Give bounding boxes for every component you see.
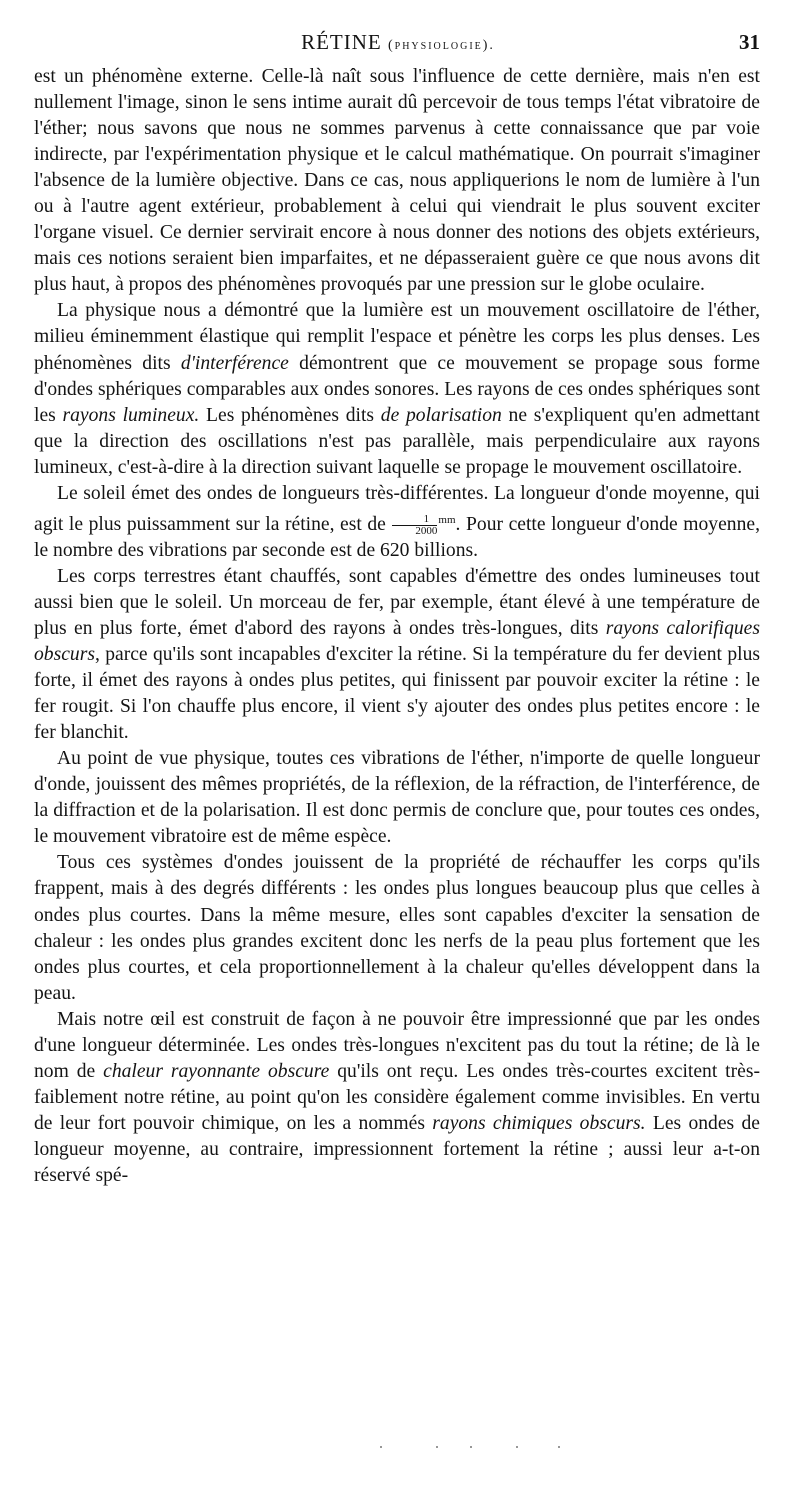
italic-term: chaleur rayonnante obscure	[103, 1060, 330, 1082]
text-run: démontrent que ce mouvement se propage sous forme d'ondes sphériques comparables aux ondes sonores. Les rayons de ces ondes sphériques sont les	[34, 352, 760, 426]
text-run: . Pour cette longueur d'onde moyenne, le nombre des vibrations par seconde est de 620 billions.	[34, 513, 760, 561]
fraction	[392, 514, 437, 537]
italic-term: rayons chimiques obscurs.	[432, 1112, 646, 1134]
text-run: ne s'expliquent qu'en admettant que la direction des oscillations n'est pas parallèle, mais perpendiculaire aux rayons lumineux, c'est-à-dire à la direction suivant laquelle se propage le mouvement oscillatoire.	[34, 404, 760, 478]
running-title	[34, 30, 762, 55]
text-run: , parce qu'ils sont incapables d'exciter la rétine. Si la température du fer devient plus forte, il émet des rayons à ondes plus petites, qui finissent par pouvoir exciter la rétine : le fer rougit. Si l'on chauffe plus encore, il vient s'y ajouter des ondes plus petites encore : le fer blanchit.	[34, 644, 760, 744]
paragraph-5: Au point de vue physique, toutes ces vibrations de l'éther, n'importe de quelle longueur d'onde, jouissent des mêmes propriétés, de la réflexion, de la réfraction, de l'interférence, de la diffraction et de la polarisation. Il est donc permis de conclure que, pour toutes ces ondes, le mouvement vibratoire est de même espèce.	[34, 748, 760, 848]
fraction-numerator: 1	[392, 514, 437, 526]
italic-term: d'interférence	[180, 352, 289, 374]
speckle	[380, 1446, 382, 1448]
section-title: RÉTINE	[301, 30, 382, 54]
paragraph-6: Tous ces systèmes d'ondes jouissent de la propriété de réchauffer les corps qu'ils frappent, mais à des degrés différents : les ondes plus longues beaucoup plus que celles à ondes plus courtes. Dans la même mesure, elles sont capables d'exciter la sensation de chaleur : les ondes plus grandes excitent donc les nerfs de la peau plus fortement que les ondes plus courtes, et cela proportionnellement à la chaleur qu'elles développent dans la peau.	[34, 852, 760, 1004]
page-number: 31	[739, 30, 760, 54]
fraction-denominator: 2000	[415, 524, 438, 537]
body-text	[34, 64, 760, 1189]
paragraph-7	[34, 1007, 760, 1189]
speckle	[558, 1446, 560, 1448]
text-run: Les corps terrestres étant chauffés, sont capables d'émettre des ondes lumineuses tout aussi bien que le soleil. Un morceau de fer, par exemple, étant élevé à une température de plus en plus forte, émet d'abord des rayons à ondes très-longues, dits	[34, 565, 760, 639]
speckle	[436, 1446, 438, 1448]
italic-term: rayons calorifiques obscurs	[34, 617, 760, 666]
paragraph-2	[34, 298, 760, 480]
section-subtitle: (physiologie).	[387, 38, 495, 53]
speckle	[516, 1446, 518, 1448]
italic-term: de polarisation	[380, 404, 502, 426]
text-run: Les phénomènes dits	[199, 404, 381, 426]
scan-speckles	[380, 1446, 580, 1454]
text-run: La physique nous a démontré que la lumière est un mouvement oscillatoire de l'éther, milieu éminemment élastique qui remplit l'espace et pénètre les corps les plus denses. Les phénomènes dits	[34, 300, 760, 374]
running-header	[34, 30, 762, 62]
text-run: Mais notre œil est construit de façon à ne pouvoir être impressionné que par les ondes d'une longueur déterminée. Les ondes très-longues n'excitent pas du tout la rétine; de là le nom de	[34, 1008, 760, 1082]
text-run: Le soleil émet des ondes de longueurs très-différentes. La longueur d'onde moyenne, qui agit le plus puissamment sur la rétine, est de	[34, 482, 760, 535]
speckle	[470, 1446, 472, 1448]
paragraph-4	[34, 564, 760, 746]
paragraph-3	[34, 481, 760, 564]
text-run: Les ondes de longueur moyenne, au contraire, impressionnent fortement la rétine ; aussi leur a-t-on réservé spé-	[34, 1112, 760, 1186]
text-run: qu'ils ont reçu. Les ondes très-courtes excitent très-faiblement notre rétine, au point qu'on les considère également comme invisibles. En vertu de leur fort pouvoir chimique, on les a nommés	[34, 1060, 761, 1134]
italic-term: rayons lumineux.	[62, 404, 200, 426]
paragraph-1: est un phénomène externe. Celle-là naît sous l'influence de cette dernière, mais n'en est nullement l'image, sinon le sens intime aurait dû percevoir de tous temps l'état vibratoire de l'éther; nous savons que nous ne sommes parvenus à cette connaissance que par voie indirecte, par l'expérimentation physique et le calcul mathématique. On pourrait s'imaginer l'absence de la lumière objective. Dans ce cas, nous appliquerions le nom de lumière à l'un ou à l'autre agent extérieur, probablement à celui qui viendrait le plus souvent exciter l'organe visuel. Ce dernier servirait encore à nous donner des notions des objets extérieurs, mais ces notions seraient bien imparfaites, et ne dépasseraient guère ce que nous avons dit plus haut, à propos des phénomènes provoqués par une pression sur le globe oculaire.	[34, 66, 760, 296]
unit-superscript: mm	[438, 513, 456, 526]
